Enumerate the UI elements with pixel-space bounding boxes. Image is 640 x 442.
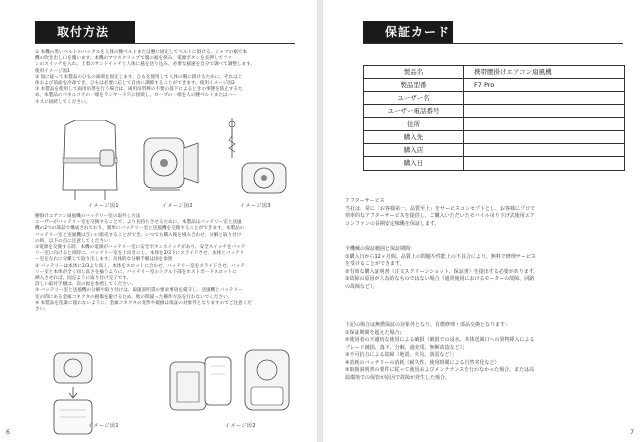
card-label: ユーザー名 [364,92,464,104]
warranty-scope-section: 全機械の保証範囲と保証期間： ①購入日から12ヶ月間、品質上の問題や性能上の不具合により、無料で修理サービス を受けることができます。 ②有効な購入証明書（注文スクリーンショット、保証書）を提出する必要があります。 ③故障の原因が人為的なものではない場合（通常使用におけるモーターの故障、回路 の故障など）。 [345,246,539,290]
fan-device-illustration [140,128,205,198]
card-value [464,157,624,170]
card-label: 住所 [364,118,464,130]
table-row [364,105,624,118]
card-value [464,105,624,117]
card-value: 携帯腰掛けエアコン扇風機 [474,68,552,76]
table-row [364,118,624,131]
battery-removal-instructions: 腰掛けエアコン扇風機のバッテリー室の取外し方法 ユーザーがバッテリー室を交換することで、より長持ちさせるために、本製品はバッテリー室と送風 機の2つの部品で構成されており、簡単にバッテリー室と送風機を交換することができます。本製品の バッテリー室と送風機は互いに販売することができ、いつでも購入後を組み合わせ、分解と取り付け の時、以下の点に注意してください： ①電源を交換する時、本機の電源がバッテリー室に安全ボタンスイッチがあり、安全スイッチをバッテ リー室に向けると同時に、バッテリー室を上向きにし、本体を2/3下にスライドさせ、本体とバッテリ ー室を左右に分離して取り出します。具体的な分解手順は図を参照 ② バッテリーは本体に2/3より高く、本体をスロットに合わせ、バッテリー室をスライドさせ、バッテ リー室と本体が全く同じ高さを揃うように、バッテリー室のトグル下部をホストボードスロットに 挿入させれば、固定ように取り付け完了です。 詳しい取付手順は、次の図を参照してください。 ③ バッテリー室と送風機の分解や取り付けは、取扱説明書の要求事項を厳守し、送風機とバッテリー 室の間にある金属コネクタの損傷を避けるため、他の間違った操作方法を行わないでください。 ④ 本製品を乱暴に扱わないように、金属コネクタの変形や破損は保証の対象外となりますのでご注意くだ さい。 [35,214,252,313]
table-row [364,79,624,92]
image-caption-2: イメージ図2 [162,203,194,209]
warranty-card-table [363,65,625,171]
card-value [464,144,624,156]
image-caption-1: イメージ図1 [88,203,120,209]
battery-insertion-illustration [165,352,235,417]
image-caption-row2-1: イメージ図1 [88,423,120,429]
image-caption-row2-2: イメージ図2 [225,423,257,429]
page-number: 6 [6,429,10,436]
page-title: 取付方法 [35,21,135,43]
table-row [364,66,624,79]
card-label: 購入先 [364,131,464,143]
table-row [364,131,624,144]
left-page [0,0,318,442]
page-title: 保証カード [363,21,453,43]
warranty-exclusions-section: 下記の場合は無償保証の対象外となり、有償修理・部品交換となります： ①保証期間を超えた場合； ②使用者の不適切な使用による破損（破損での浸水、本体送風口への異物挿入による ブレード破損、落下、分解、過充電、無断改造など）； ③不可抗力による故障（地震、火災、落雷など）； ④消耗のバッテリーの消耗（耐久性、使用時間による自然劣化など） ⑤取扱説明書の要件に従って使用およびメンテナンスを行わなかった場合、または高 温環境での保管が原因で故障が発生した場合。 [345,322,535,381]
card-value [464,92,624,104]
header-rule [363,43,623,44]
card-value: F7 Pro [474,81,495,89]
right-page [322,0,640,442]
card-label: 製品型番 [364,79,464,91]
table-row [364,144,624,157]
after-service-section: アフターサービス 当社は、常に「お客様第一、品質至上」をサービスコンセプトとし、お客様にプロで 効率的なアフターサービスを提供し、ご購入いただいたモバイル吊り下げ式使用エア コンファンの長期安定稼働を保証します。 [345,198,536,227]
page-number: 7 [630,429,634,436]
waist-wearing-illustration [55,120,125,200]
card-value [464,118,624,130]
card-value [464,131,624,143]
assembled-fan-illustration [235,345,300,420]
card-label: ユーザー電話番号 [364,105,464,117]
table-row [364,157,624,170]
image-caption-3: イメージ図3 [240,203,272,209]
card-label: 製品名 [364,66,464,78]
hanging-fan-illustration [222,118,292,200]
card-label: 購入店 [364,144,464,156]
table-row [364,92,624,105]
card-label: 購入日 [364,157,464,170]
header-rule [35,43,295,44]
installation-instructions: ① 本機の黒いベルトのバックルを人体の腰ベルトまたは腰に固定してベルトに掛ける。シャツの裾で本 機の吹き出し口を覆います。本機のマウスクリップで服の裾を挟み、電源ボタンを長押しでファ ンのスイッチを入れ、上着のサンドイッチと人体に風を送り込み、必要な風速を自分で調べて調整します。 使用イメージ図1 ② 図に従って本製品のひもの両端を固定します。ひもを使用して人体の胸に掛けるために、それは上 体および前面を冷却でき、ひもは必要に応じて自由に調節することができます。使用イメージ図2 ③ 本製品を使用して両用吊帯を行う場合は、両用吊帯棒の不要の落下によるときの事態を防止するた め、本製品のパネルコアの一端をランヤード穴に接続し、ロープの一端を人の腰ベルトまたはハー ネスに接続してください。 [35,50,255,105]
